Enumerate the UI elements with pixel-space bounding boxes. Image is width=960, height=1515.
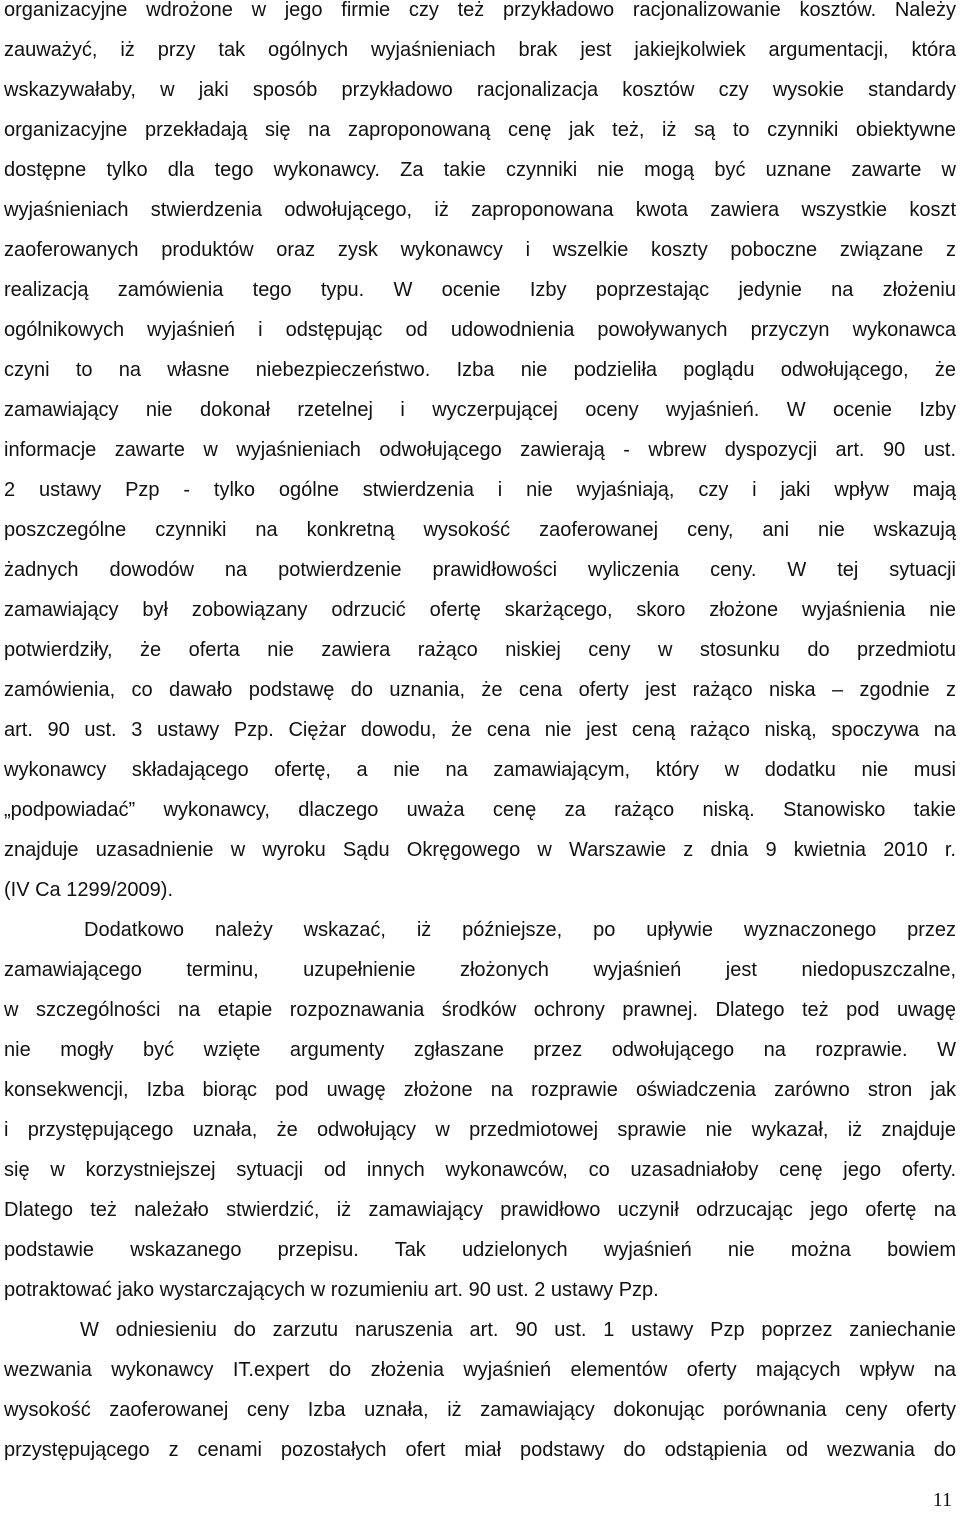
text-line: czyni to na własne niebezpieczeństwo. Izba nie podzieliła poglądu odwołującego, że: [4, 359, 956, 381]
text-line: organizacyjne wdrożone w jego firmie czy też przykładowo racjonalizowanie kosztów. Należy: [4, 0, 956, 21]
text-line: zamówienia, co dawało podstawę do uznania, że cena oferty jest rażąco niska – zgodnie z: [4, 679, 956, 701]
text-line: zauważyć, iż przy tak ogólnych wyjaśnieniach brak jest jakiejkolwiek argumentacji, która: [4, 39, 956, 61]
text-line: wyjaśnieniach stwierdzenia odwołującego, iż zaproponowana kwota zawiera wszystkie koszt: [4, 199, 956, 221]
text-line: się w korzystniejszej sytuacji od innych wykonawców, co uzasadniałoby cenę jego oferty.: [4, 1159, 956, 1181]
paragraph-2: [4, 910, 956, 1310]
text-line: zamawiający nie dokonał rzetelnej i wyczerpującej oceny wyjaśnień. W ocenie Izby: [4, 399, 956, 421]
text-line: konsekwencji, Izba biorąc pod uwagę złożone na rozprawie oświadczenia zarówno stron jak: [4, 1079, 956, 1101]
text-line: „podpowiadać” wykonawcy, dlaczego uważa cenę za rażąco niską. Stanowisko takie: [4, 799, 956, 821]
text-line: znajduje uzasadnienie w wyroku Sądu Okręgowego w Warszawie z dnia 9 kwietnia 2010 r.: [4, 839, 956, 861]
text-line: wezwania wykonawcy IT.expert do złożenia wyjaśnień elementów oferty mających wpływ na: [4, 1359, 956, 1381]
text-line: dostępne tylko dla tego wykonawcy. Za takie czynniki nie mogą być uznane zawarte w: [4, 159, 956, 181]
text-line: żadnych dowodów na potwierdzenie prawidłowości wyliczenia ceny. W tej sytuacji: [4, 559, 956, 581]
text-line: (IV Ca 1299/2009).: [4, 879, 173, 901]
text-line: wskazywałaby, w jaki sposób przykładowo racjonalizacja kosztów czy wysokie standardy: [4, 79, 956, 101]
paragraph-3: [4, 1310, 956, 1470]
text-line: i przystępującego uznała, że odwołujący w przedmiotowej sprawie nie wykazał, iż znajduje: [4, 1119, 956, 1141]
text-line: nie mogły być wzięte argumenty zgłaszane przez odwołującego na rozprawie. W: [4, 1039, 956, 1061]
text-line: potwierdziły, że oferta nie zawiera rażąco niskiej ceny w stosunku do przedmiotu: [4, 639, 956, 661]
text-line: realizacją zamówienia tego typu. W ocenie Izby poprzestając jedynie na złożeniu: [4, 279, 956, 301]
text-line: podstawie wskazanego przepisu. Tak udzielonych wyjaśnień nie można bowiem: [4, 1239, 956, 1261]
text-line: zamawiający był zobowiązany odrzucić ofertę skarżącego, skoro złożone wyjaśnienia nie: [4, 599, 956, 621]
text-line: W odniesieniu do zarzutu naruszenia art. 90 ust. 1 ustawy Pzp poprzez zaniechanie: [80, 1319, 956, 1341]
paragraph-1: [4, 0, 956, 910]
document-page: [4, 0, 956, 1515]
text-line: Dlatego też należało stwierdzić, iż zamawiający prawidłowo uczynił odrzucając jego ofertę na: [4, 1199, 956, 1221]
text-line: poszczególne czynniki na konkretną wysokość zaoferowanej ceny, ani nie wskazują: [4, 519, 956, 541]
text-line: w szczególności na etapie rozpoznawania środków ochrony prawnej. Dlatego też pod uwagę: [4, 999, 956, 1021]
text-line: zamawiającego terminu, uzupełnienie złożonych wyjaśnień jest niedopuszczalne,: [4, 959, 956, 981]
text-line: ogólnikowych wyjaśnień i odstępując od udowodnienia powoływanych przyczyn wykonawca: [4, 319, 956, 341]
page-number: 11: [932, 1489, 952, 1511]
text-line: organizacyjne przekładają się na zaproponowaną cenę jak też, iż są to czynniki obiektywne: [4, 119, 956, 141]
text-line: art. 90 ust. 3 ustawy Pzp. Ciężar dowodu, że cena nie jest ceną rażąco niską, spoczywa na: [4, 719, 956, 741]
text-line: informacje zawarte w wyjaśnieniach odwołującego zawierają - wbrew dyspozycji art. 90 ust.: [4, 439, 956, 461]
text-line: wykonawcy składającego ofertę, a nie na zamawiającym, który w dodatku nie musi: [4, 759, 956, 781]
text-line: wysokość zaoferowanej ceny Izba uznała, iż zamawiający dokonując porównania ceny oferty: [4, 1399, 956, 1421]
text-line: zaoferowanych produktów oraz zysk wykonawcy i wszelkie koszty poboczne związane z: [4, 239, 956, 261]
text-line: potraktować jako wystarczających w rozumieniu art. 90 ust. 2 ustawy Pzp.: [4, 1279, 659, 1301]
text-line: 2 ustawy Pzp - tylko ogólne stwierdzenia i nie wyjaśniają, czy i jaki wpływ mają: [4, 479, 956, 501]
text-line: Dodatkowo należy wskazać, iż późniejsze, po upływie wyznaczonego przez: [84, 919, 956, 941]
text-line: przystępującego z cenami pozostałych ofert miał podstawy do odstąpienia od wezwania do: [4, 1439, 956, 1461]
